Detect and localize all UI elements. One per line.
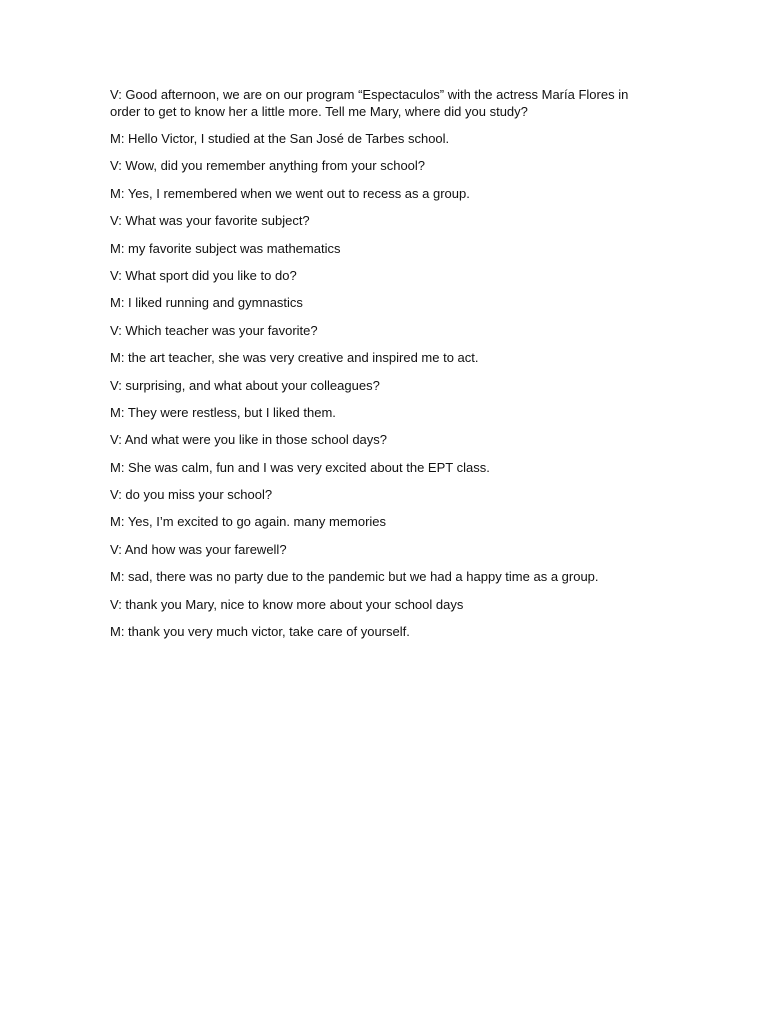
transcript-line-14: M: She was calm, fun and I was very excited about the EPT class. [110, 459, 490, 475]
transcript-line-19: V: thank you Mary, nice to know more about your school days [110, 596, 464, 612]
transcript-line-1: V: Good afternoon, we are on our program “Espectaculos” with the actress María Flores in order to get to know her a little more. Tell me Mary, where did you study? [110, 87, 629, 119]
transcript-line-5: V: What was your favorite subject? [110, 213, 310, 229]
transcript-line-9: V: Which teacher was your favorite? [110, 322, 318, 338]
transcript-line-4: M: Yes, I remembered when we went out to recess as a group. [110, 185, 470, 201]
transcript-line-20: M: thank you very much victor, take care of yourself. [110, 624, 410, 640]
transcript-line-11: V: surprising, and what about your colleagues? [110, 377, 380, 393]
transcript-line-3: V: Wow, did you remember anything from your school? [110, 158, 426, 174]
interview-transcript [110, 86, 640, 650]
transcript-line-6: M: my favorite subject was mathematics [110, 240, 341, 256]
transcript-line-2: M: Hello Victor, I studied at the San José de Tarbes school. [110, 131, 450, 146]
transcript-line-16: M: Yes, I’m excited to go again. many memories [110, 514, 387, 530]
transcript-line-8: M: I liked running and gymnastics [110, 295, 303, 311]
transcript-line-18: M: sad, there was no party due to the pandemic but we had a happy time as a group. [110, 569, 599, 585]
transcript-line-7: V: What sport did you like to do? [110, 267, 297, 283]
transcript-line-12: M: They were restless, but I liked them. [110, 404, 336, 420]
transcript-line-15: V: do you miss your school? [110, 487, 273, 503]
transcript-line-10: M: the art teacher, she was very creative and inspired me to act. [110, 350, 479, 366]
transcript-line-13: V: And what were you like in those school days? [110, 432, 388, 448]
transcript-line-17: V: And how was your farewell? [110, 541, 287, 557]
